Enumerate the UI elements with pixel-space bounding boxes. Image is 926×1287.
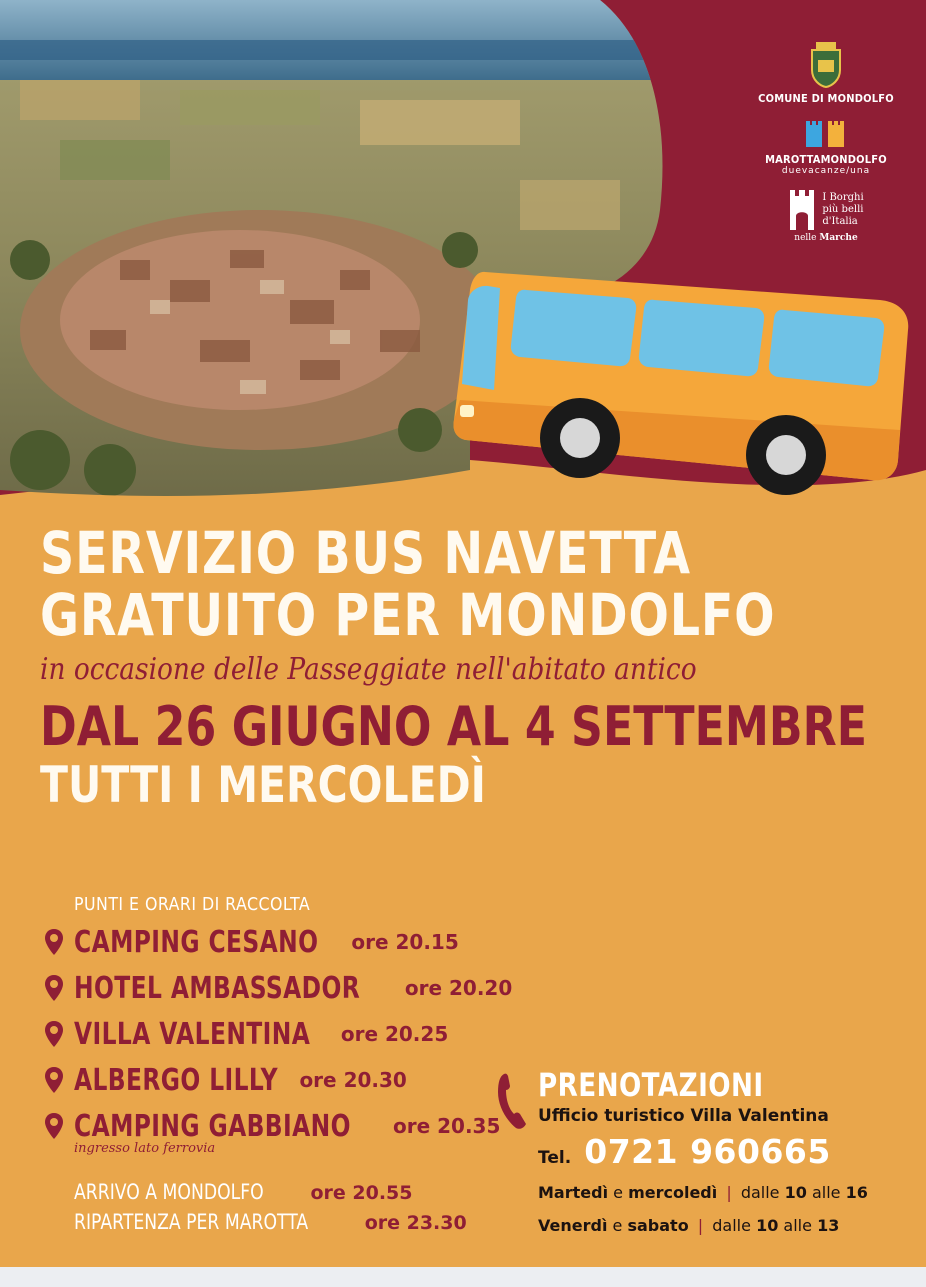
stop-time: ore 20.25: [340, 1022, 449, 1046]
marotta-title: MAROTTAMONDOLFO: [765, 153, 887, 166]
departure-row: [74, 1210, 514, 1240]
hours-start: 10: [784, 1183, 807, 1202]
arrival-departure: [74, 1180, 514, 1240]
tel-label: Tel.: [538, 1148, 572, 1168]
partner-logos: [726, 40, 926, 257]
comune-logo: [726, 40, 926, 105]
hours-to: alle: [783, 1216, 812, 1235]
borghi-sub-prefix: nelle: [794, 233, 817, 243]
coat-of-arms-icon: [806, 40, 846, 88]
separator: |: [697, 1216, 704, 1235]
stop-item: [44, 1057, 514, 1103]
tel-number[interactable]: 0721 960665: [584, 1132, 831, 1171]
arrival-row: [74, 1180, 514, 1210]
booking-info: [496, 1066, 916, 1249]
booking-phone: [538, 1132, 916, 1171]
stop-time: ore 20.30: [299, 1068, 407, 1092]
stop-item: [44, 965, 514, 1011]
hours-conj: e: [613, 1183, 623, 1202]
stop-time: ore 20.35: [392, 1114, 501, 1138]
weekday: TUTTI I MERCOLEDÌ: [40, 756, 486, 814]
location-pin-icon: [44, 1020, 64, 1048]
hours-from: dalle: [712, 1216, 751, 1235]
hours-conj: e: [612, 1216, 623, 1235]
subtitle: in occasione delle Passeggiate nell'abitato antico: [40, 652, 697, 687]
borghi-line-3: d'Italia: [822, 216, 858, 227]
title-line-2: GRATUITO PER MONDOLFO: [40, 581, 776, 649]
hours-end: 13: [817, 1216, 840, 1235]
borghi-region: [726, 233, 926, 243]
location-pin-icon: [44, 1112, 64, 1140]
phone-icon: [496, 1072, 528, 1130]
stop-item: [44, 919, 514, 965]
location-pin-icon: [44, 928, 64, 956]
departure-time: ore 23.30: [364, 1212, 467, 1234]
hours-end: 16: [845, 1183, 868, 1202]
borghi-text: [822, 192, 863, 228]
borghi-tower-logo-icon: [788, 190, 816, 230]
hours-day-2: mercoledì: [628, 1183, 718, 1202]
hours-day-2: sabato: [627, 1216, 689, 1235]
borghi-logo: [726, 190, 926, 243]
borghi-line-2: più belli: [822, 204, 864, 215]
pickup-stops: [44, 894, 514, 1240]
hours-from: dalle: [740, 1183, 780, 1202]
hours-day-1: Martedì: [538, 1183, 609, 1202]
departure-label: RIPARTENZA PER MAROTTA: [74, 1210, 309, 1234]
hours-row: [538, 1183, 916, 1216]
arrival-label: ARRIVO A MONDOLFO: [74, 1180, 264, 1204]
hours-row: [538, 1216, 916, 1249]
stop-note: ingresso lato ferrovia: [74, 1141, 216, 1156]
booking-office: Ufficio turistico Villa Valentina: [538, 1106, 829, 1126]
marotta-subtitle: duevacanze/una: [781, 166, 871, 176]
hours-to: alle: [811, 1183, 841, 1202]
stops-title: PUNTI E ORARI DI RACCOLTA: [74, 894, 311, 915]
hours-start: 10: [756, 1216, 779, 1235]
twin-towers-logo-icon: [804, 119, 848, 149]
location-pin-icon: [44, 1066, 64, 1094]
borghi-sub-region: Marche: [819, 233, 858, 243]
location-pin-icon: [44, 974, 64, 1002]
stop-name: HOTEL AMBASSADOR: [74, 970, 361, 1006]
stop-name: CAMPING GABBIANO: [74, 1108, 351, 1144]
stop-time: ore 20.15: [351, 930, 459, 954]
stop-item: [44, 1011, 514, 1057]
opening-hours: [538, 1183, 916, 1249]
stop-name: CAMPING CESANO: [74, 924, 319, 960]
stop-time: ore 20.20: [404, 976, 513, 1000]
stop-name: ALBERGO LILLY: [74, 1062, 278, 1098]
marotta-logo: [726, 119, 926, 176]
headline: [40, 519, 900, 814]
separator: |: [726, 1183, 732, 1202]
arrival-time: ore 20.55: [310, 1182, 413, 1204]
hours-day-1: Venerdì: [538, 1216, 608, 1235]
date-range: DAL 26 GIUGNO AL 4 SETTEMBRE: [40, 695, 868, 758]
comune-name: COMUNE DI MONDOLFO: [758, 92, 894, 105]
bottom-strip: [0, 1267, 926, 1287]
stop-name: VILLA VALENTINA: [74, 1016, 311, 1052]
title-line-1: SERVIZIO BUS NAVETTA: [40, 519, 691, 587]
borghi-line-1: I Borghi: [822, 192, 864, 203]
booking-title: PRENOTAZIONI: [538, 1066, 764, 1104]
